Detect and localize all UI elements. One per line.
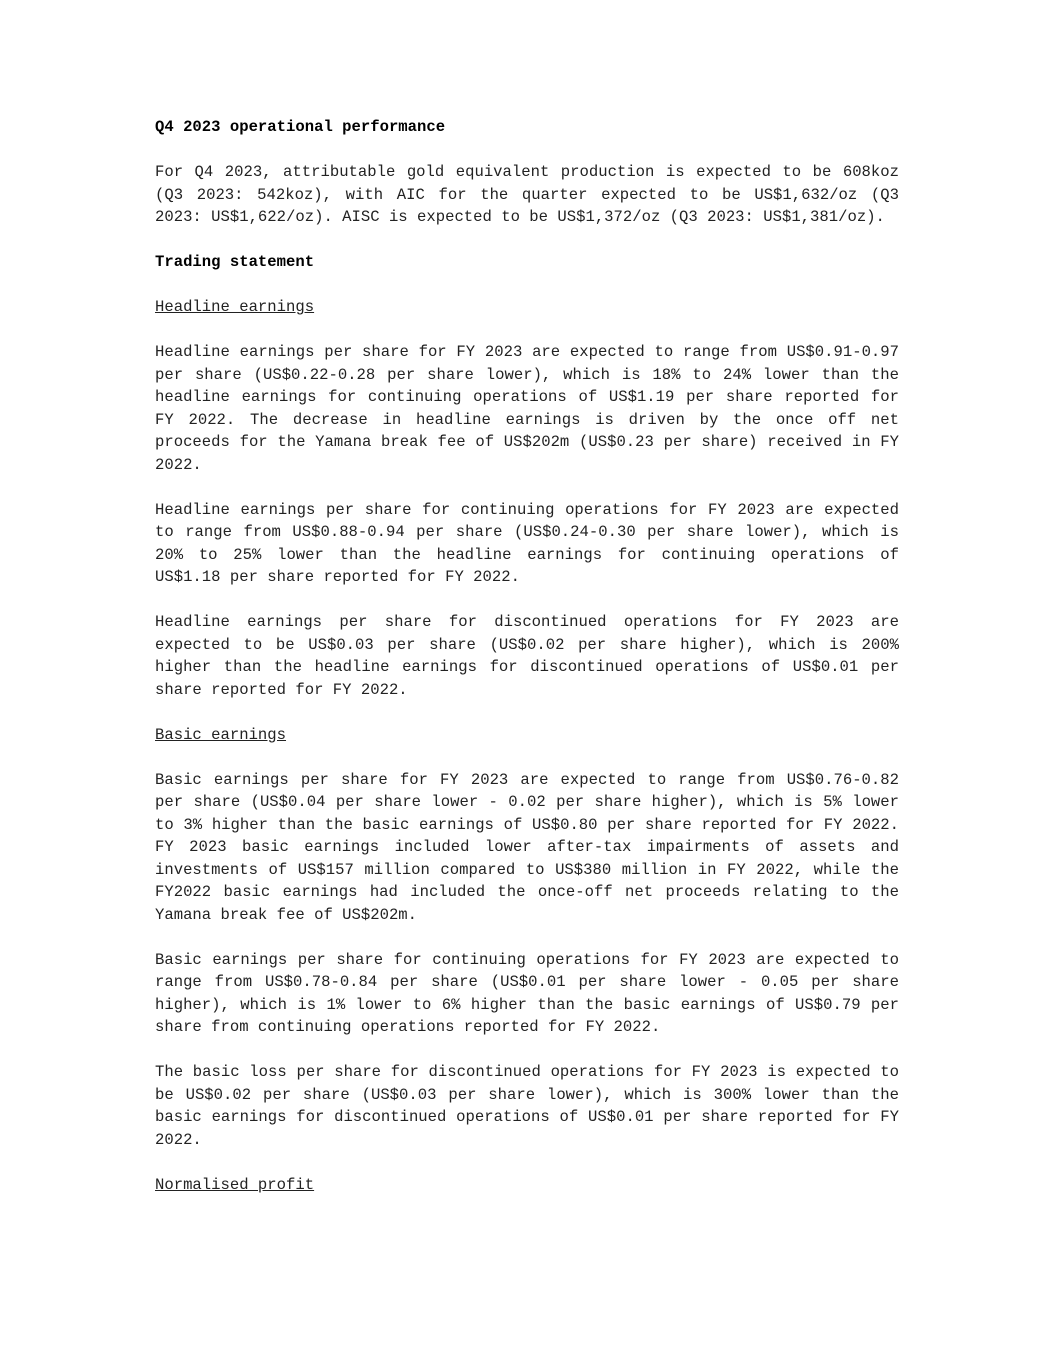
normalised-profit-subheading: Normalised profit: [155, 1175, 315, 1194]
q4-operational-heading: Q4 2023 operational performance: [155, 118, 446, 136]
basic-earnings-subheading: Basic earnings: [155, 725, 287, 744]
headline-earnings-paragraph: Headline earnings per share for FY 2023 are expected to range from US$0.91-0.97 per share (US$0.22-0.28 per share lower), which is 18% to 24% lower than the headline earnings for continuing operations of US$1.19 per share reported for FY 2022. The decrease in headline earnings is driven by the once off net proceeds for the Yamana break fee of US$202m (US$0.23 per share) received in FY 2022.: [155, 343, 899, 474]
document-page: [155, 116, 899, 1219]
headline-earnings-discontinued-paragraph: Headline earnings per share for discontinued operations for FY 2023 are expected to be US$0.03 per share (US$0.02 per share higher), which is 200% higher than the headline earnings for discontinued operations of US$0.01 per share reported for FY 2022.: [155, 613, 899, 699]
headline-earnings-continuing-paragraph: Headline earnings per share for continuing operations for FY 2023 are expected to range from US$0.88-0.94 per share (US$0.24-0.30 per share lower), which is 20% to 25% lower than the headline earnings for continuing operations of US$1.18 per share reported for FY 2022.: [155, 500, 899, 586]
q4-operational-paragraph: For Q4 2023, attributable gold equivalent production is expected to be 608koz (Q3 2023: 542koz), with AIC for the quarter expected to be US$1,632/oz (Q3 2023: US$1,622/oz). AISC is expected to be US$1,372/oz (Q3 2023: US$1,381/oz).: [155, 163, 899, 226]
basic-earnings-paragraph: Basic earnings per share for FY 2023 are expected to range from US$0.76-0.82 per share (US$0.04 per share lower - 0.02 per share higher), which is 5% lower to 3% higher than the basic earnings of US$0.80 per share reported for FY 2022. FY 2023 basic earnings included lower after-tax impairments of assets and investments of US$157 million compared to US$380 million in FY 2022, while the FY2022 basic earnings had included the once-off net proceeds relating to the Yamana break fee of US$202m.: [155, 770, 899, 924]
basic-loss-discontinued-paragraph: The basic loss per share for discontinued operations for FY 2023 is expected to be US$0.02 per share (US$0.03 per share lower), which is 300% lower than the basic earnings for discontinued operations of US$0.01 per share reported for FY 2022.: [155, 1063, 899, 1149]
basic-earnings-continuing-paragraph: Basic earnings per share for continuing operations for FY 2023 are expected to range from US$0.78-0.84 per share (US$0.01 per share lower - 0.05 per share higher), which is 1% lower to 6% higher than the basic earnings of US$0.79 per share from continuing operations reported for FY 2022.: [155, 950, 899, 1036]
headline-earnings-subheading: Headline earnings: [155, 298, 315, 316]
trading-statement-heading: Trading statement: [155, 253, 315, 271]
